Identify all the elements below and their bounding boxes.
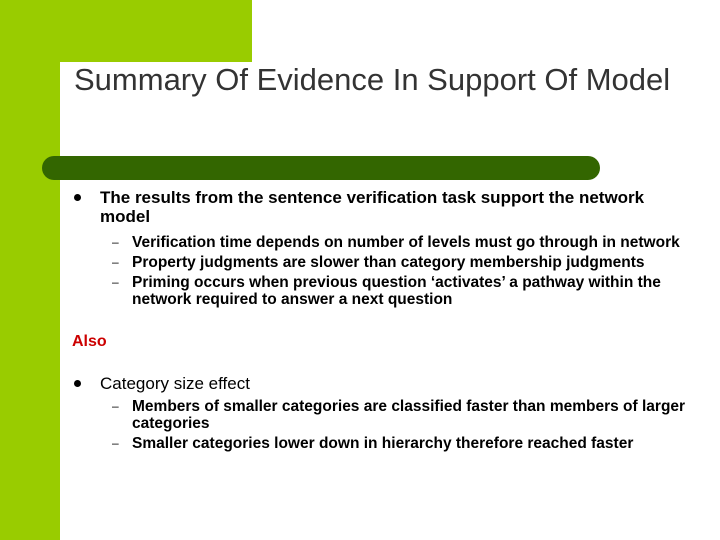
bullet-item-2 xyxy=(72,374,692,393)
sub-list-2 xyxy=(72,398,692,452)
sub-item-text: Property judgments are slower than category membership judgments xyxy=(132,254,645,271)
slide-content xyxy=(72,188,692,455)
sub-item-text: Members of smaller categories are classified faster than members of larger categories xyxy=(132,398,686,432)
bullet-dot-icon xyxy=(74,194,81,201)
sub-item xyxy=(72,234,692,251)
dash-icon: – xyxy=(112,275,119,289)
left-accent-bar xyxy=(0,0,60,540)
bullet-item-1 xyxy=(72,188,692,226)
sub-item xyxy=(72,274,692,308)
sub-item-text: Smaller categories lower down in hierarchy therefore reached faster xyxy=(132,435,634,452)
also-label: Also xyxy=(72,333,107,350)
bullet-dot-icon xyxy=(74,380,81,387)
bullet-text-2: Category size effect xyxy=(100,374,250,393)
dash-icon: – xyxy=(112,436,119,450)
sub-item xyxy=(72,254,692,271)
top-accent-block xyxy=(0,0,252,62)
title-divider xyxy=(42,156,600,180)
sub-list-1 xyxy=(72,234,692,308)
bullet-text-1: The results from the sentence verification task support the network model xyxy=(100,188,645,226)
sub-item-text: Verification time depends on number of levels must go through in network xyxy=(132,234,680,251)
dash-icon: – xyxy=(112,255,119,269)
sub-item-text: Priming occurs when previous question ‘activates’ a pathway within the network required to answer a next question xyxy=(132,274,661,308)
dash-icon: – xyxy=(112,235,119,249)
sub-item xyxy=(72,398,692,432)
sub-item xyxy=(72,435,692,452)
dash-icon: – xyxy=(112,399,119,413)
slide-title: Summary Of Evidence In Support Of Model xyxy=(74,62,671,97)
